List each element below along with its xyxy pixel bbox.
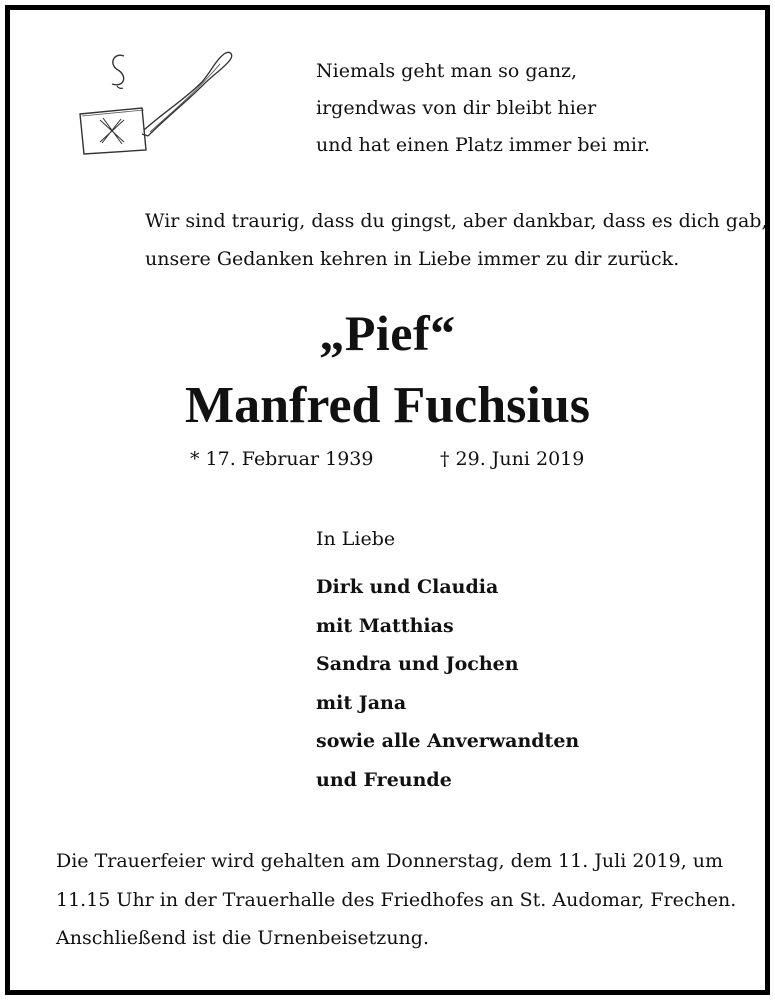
death-date: † 29. Juni 2019	[440, 448, 585, 470]
notice-line: 11.15 Uhr in der Trauerhalle des Friedhofes an St. Audomar, Frechen.	[56, 888, 737, 911]
mourner-name: Sandra und Jochen	[316, 653, 519, 675]
mourner-name: Dirk und Claudia	[316, 576, 499, 598]
deceased-nickname: „Pief“	[319, 305, 456, 361]
mourner-name: sowie alle Anverwandten	[316, 730, 580, 752]
poem-line: und hat einen Platz immer bei mir.	[316, 134, 650, 156]
mourner-name: mit Matthias	[316, 614, 454, 637]
poem	[316, 53, 650, 164]
letter-and-quill-icon	[74, 42, 244, 162]
mourner-name: und Freunde	[316, 768, 452, 791]
intro-line: Wir sind traurig, dass du gingst, aber dankbar, dass es dich gab,	[145, 210, 768, 232]
mourner-name: mit Jana	[316, 691, 407, 714]
funeral-notice	[56, 842, 737, 958]
intro-text	[145, 202, 768, 278]
mourners-list	[316, 568, 579, 799]
poem-line: irgendwas von dir bleibt hier	[316, 97, 597, 119]
birth-date: * 17. Februar 1939	[190, 448, 374, 470]
notice-line: Anschließend ist die Urnenbeisetzung.	[56, 927, 429, 949]
poem-line: Niemals geht man so ganz,	[316, 60, 578, 82]
notice-line: Die Trauerfeier wird gehalten am Donnerstag, dem 11. Juli 2019, um	[56, 850, 724, 872]
deceased-name: Manfred Fuchsius	[185, 377, 590, 434]
mourners-intro: In Liebe	[316, 528, 396, 550]
intro-line: unsere Gedanken kehren in Liebe immer zu dir zurück.	[145, 248, 680, 270]
